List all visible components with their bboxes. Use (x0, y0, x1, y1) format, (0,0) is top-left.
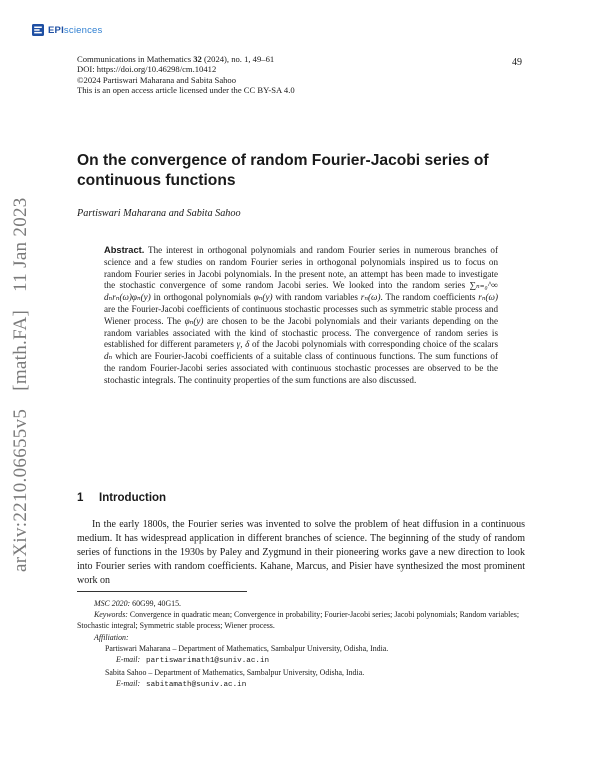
msc-line: MSC 2020: 60G99, 40G15. (94, 599, 182, 608)
page-number: 49 (512, 57, 522, 68)
brand-name: EPIsciences (48, 24, 103, 36)
affiliation-label: Affiliation: (94, 632, 129, 642)
author-list: Partiswari Maharana and Sabita Sahoo (77, 208, 241, 219)
abstract-label: Abstract. (104, 245, 145, 255)
journal-citation: Communications in Mathematics 32 (2024), no. 1, 49–61 (77, 54, 275, 64)
arxiv-date: 11 Jan 2023 (10, 197, 31, 292)
journal-logo (32, 24, 102, 36)
arxiv-category: [math.FA] (10, 309, 31, 391)
brand-suffix: sciences (63, 24, 103, 36)
author1-email: E-mail: partiswarimath1@suniv.ac.in (116, 655, 270, 666)
footnote-divider (77, 591, 247, 592)
copyright-line: ©2024 Partiswari Maharana and Sabita Sahoo (77, 74, 237, 85)
keywords-line: Keywords: Convergence in quadratic mean; Convergence in probability; Fourier-Jacobi series; Jacobi polynomials; Random variables; Stochastic integral; Symmetric stable process; Wiener process. (77, 610, 520, 631)
section-title: Introduction (99, 492, 167, 504)
section-number: 1 (77, 492, 84, 504)
email-link-1[interactable]: partiswarimath1@suniv.ac.in (146, 657, 270, 666)
author2-email: E-mail: sabitamath@suniv.ac.in (116, 679, 247, 690)
author1-affiliation: Partiswari Maharana – Department of Mathematics, Sambalpur University, Odisha, India. (105, 643, 389, 653)
arxiv-stamp (10, 197, 32, 572)
series-formula: ∑ₙ₌₀^∞ dₙrₙ(ω)φₙ(y) (104, 280, 498, 303)
epi-logo-icon (32, 24, 44, 36)
volume-number: 32 (193, 54, 202, 64)
journal-header (77, 54, 295, 96)
section-heading (77, 492, 166, 504)
intro-paragraph: In the early 1800s, the Fourier series was invented to solve the problem of heat diffusion in a continuous medium. It has widespread application in different branches of science. The beginning of the study of random series of functions in the 1930s by Paley and Zygmund in their pioneering works gave a new direction to look into Fourier series with random coefficients. Kahane, Marcus, and Pisier have synthesized the most prominent work on (77, 519, 525, 586)
email-link-2[interactable]: sabitamath@suniv.ac.in (146, 681, 247, 690)
license-line: This is an open access article licensed under the CC BY-SA 4.0 (77, 85, 295, 96)
abstract: Abstract. The interest in orthogonal polynomials and random Fourier series in numerous branches of science and a few studies on random Fourier series in orthogonal polynomials inspired us to focus on random Fourier series in Jacobi polynomials. In the present note, an attempt has been made to investigate the stochastic convergence of some random Jacobi series. We looked into the random series ∑ₙ₌₀^∞ dₙrₙ(ω)φₙ(y) in orthogonal polynomials φₙ(y) with random variables rₙ(ω). The random coefficients rₙ(ω) are the Fourier-Jacobi coefficients of continuous stochastic processes such as symmetric stable process and Wiener process. The φₙ(y) are chosen to be the Jacobi polynomials and their variants depending on the random variables associated with the kind of stochastic process. The convergence of random series is established for different parameters γ, δ of the Jacobi polynomials with corresponding choice of the scalars dₙ which are Fourier-Jacobi coefficients of a suitable class of continuous functions. The sum functions of the random Fourier-Jacobi series associated with continuous stochastic processes are observed to be the stochastic integrals. The continuity properties of the sum functions are also discussed. (104, 245, 498, 385)
intro-body (77, 518, 525, 588)
arxiv-id[interactable]: arXiv:2210.06655v5 (10, 408, 31, 572)
footnotes (77, 598, 525, 692)
author2-affiliation: Sabita Sahoo – Department of Mathematics, Sambalpur University, Odisha, India. (105, 668, 365, 678)
doi-link[interactable]: DOI: https://doi.org/10.46298/cm.10412 (77, 64, 217, 75)
paper-title: On the convergence of random Fourier-Jacobi series of continuous functions (77, 152, 489, 189)
